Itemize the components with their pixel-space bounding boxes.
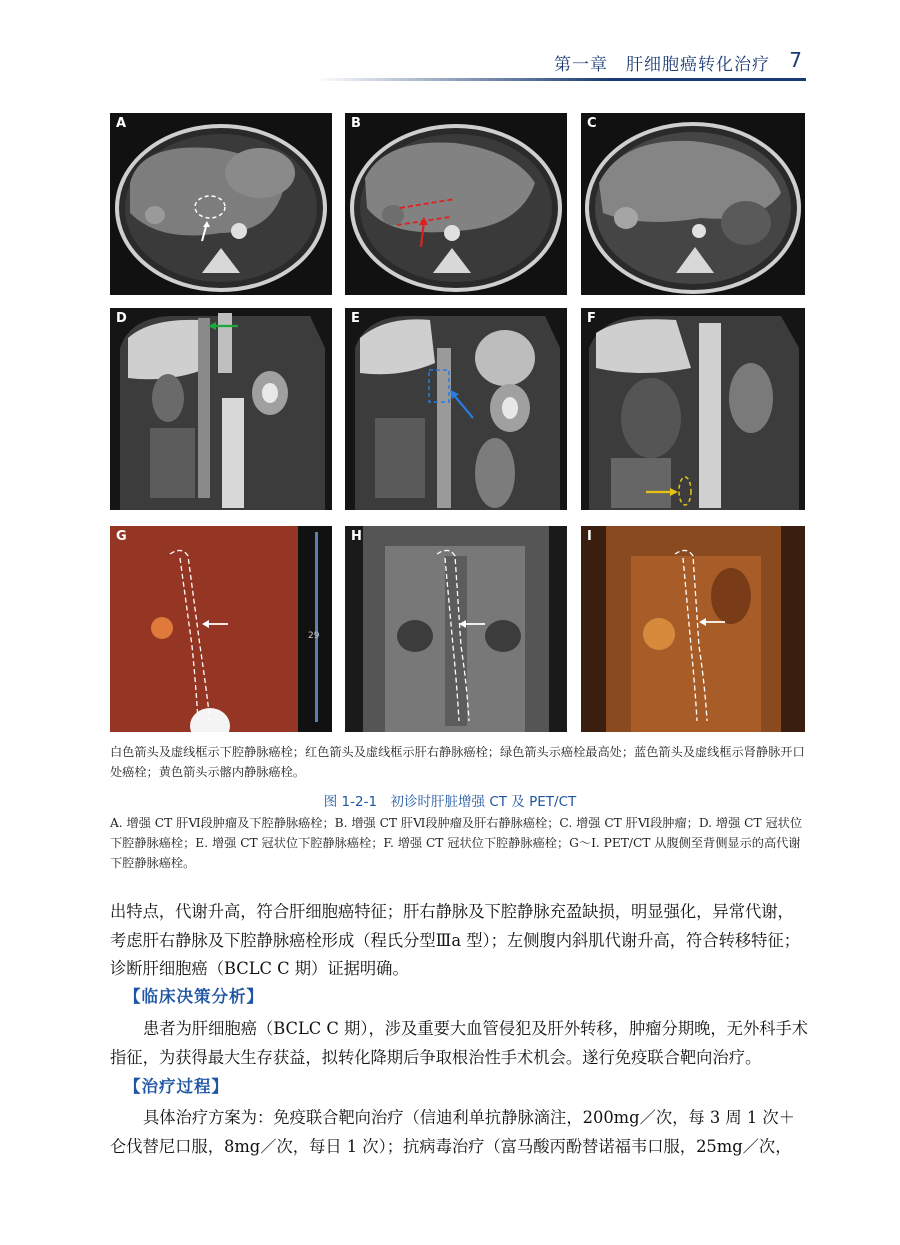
panel-label: H — [351, 529, 362, 544]
panel-label: I — [587, 529, 592, 544]
page-number: 7 — [789, 48, 802, 72]
panel-label: D — [116, 311, 127, 326]
section-heading-treatment: 【治疗过程】 — [124, 1077, 229, 1096]
pet-ct-image-g — [110, 526, 332, 732]
figure-title: 图 1-2-1 初诊时肝脏增强 CT 及 PET/CT — [323, 794, 577, 810]
panel-label: A — [116, 116, 127, 131]
body-paragraph: 患者为肝细胞癌（BCLC C 期），涉及重要大血管侵犯及肝外转移，肿瘤分期晚，无外科手术指征，为获得最大生存获益，拟转化降期后争取根治性手术机会。遂行免疫联合靶向治疗。 — [110, 1019, 809, 1067]
section-heading-clinical-decision: 【临床决策分析】 — [124, 987, 264, 1006]
panel-a-axial-ct — [110, 113, 332, 295]
panel-e-coronal-ct — [345, 308, 567, 510]
axial-ct-image-b — [345, 113, 567, 295]
panel-c-axial-ct — [581, 113, 805, 295]
panel-f-coronal-ct — [581, 308, 805, 510]
panel-label: F — [587, 311, 596, 326]
body-paragraph: 出特点，代谢升高，符合肝细胞癌特征；肝右静脉及下腔静脉充盈缺损，明显强化，异常代谢，考虑肝右静脉及下腔静脉癌栓形成（程氏分型Ⅲa 型）；左侧腹内斜肌代谢升高，符合转移特征；诊断肝细胞癌（BCLC C 期）证据明确。 — [110, 902, 800, 978]
panel-label: C — [587, 116, 597, 131]
coronal-ct-image-d — [110, 308, 332, 510]
panel-label: B — [351, 116, 361, 131]
scale-number: 29 — [308, 631, 320, 641]
chapter-title: 第一章 肝细胞癌转化治疗 — [554, 55, 770, 75]
panel-d-coronal-ct — [110, 308, 332, 510]
axial-ct-image-a — [110, 113, 332, 295]
panel-i-pet-ct — [581, 526, 805, 732]
coronal-ct-image-e — [345, 308, 567, 510]
figure-description: A. 增强 CT 肝Ⅵ段肿瘤及下腔静脉癌栓；B. 增强 CT 肝Ⅵ段肿瘤及肝右静脉癌栓；C. 增强 CT 肝Ⅵ段肿瘤；D. 增强 CT 冠状位下腔静脉癌栓；E. 增强 CT 冠状位下腔静脉癌栓；F. 增强 CT 冠状位下腔静脉癌栓；G～I. PET/CT 从腹侧至背侧显示的高代谢下腔静脉癌栓。 — [110, 816, 803, 870]
pet-ct-image-i — [581, 526, 805, 732]
panel-g-pet-ct — [110, 526, 332, 732]
panel-label: E — [351, 311, 360, 326]
arrow-legend-note: 白色箭头及虚线框示下腔静脉癌栓；红色箭头及虚线框示肝右静脉癌栓；绿色箭头示癌栓最高处；蓝色箭头及虚线框示肾静脉开口处癌栓；黄色箭头示髂内静脉癌栓。 — [110, 745, 805, 779]
panel-b-axial-ct — [345, 113, 567, 295]
axial-ct-image-c — [581, 113, 805, 295]
pet-ct-image-h — [345, 526, 567, 732]
panel-label: G — [116, 529, 127, 544]
header-rule — [315, 78, 806, 81]
body-paragraph: 具体治疗方案为：免疫联合靶向治疗（信迪利单抗静脉滴注，200mg／次，每 3 周 1 次＋仑伐替尼口服，8mg／次，每日 1 次）；抗病毒治疗（富马酸丙酚替诺福韦口服，25mg／次， — [110, 1108, 795, 1156]
coronal-ct-image-f — [581, 308, 805, 510]
panel-h-pet-ct — [345, 526, 567, 732]
